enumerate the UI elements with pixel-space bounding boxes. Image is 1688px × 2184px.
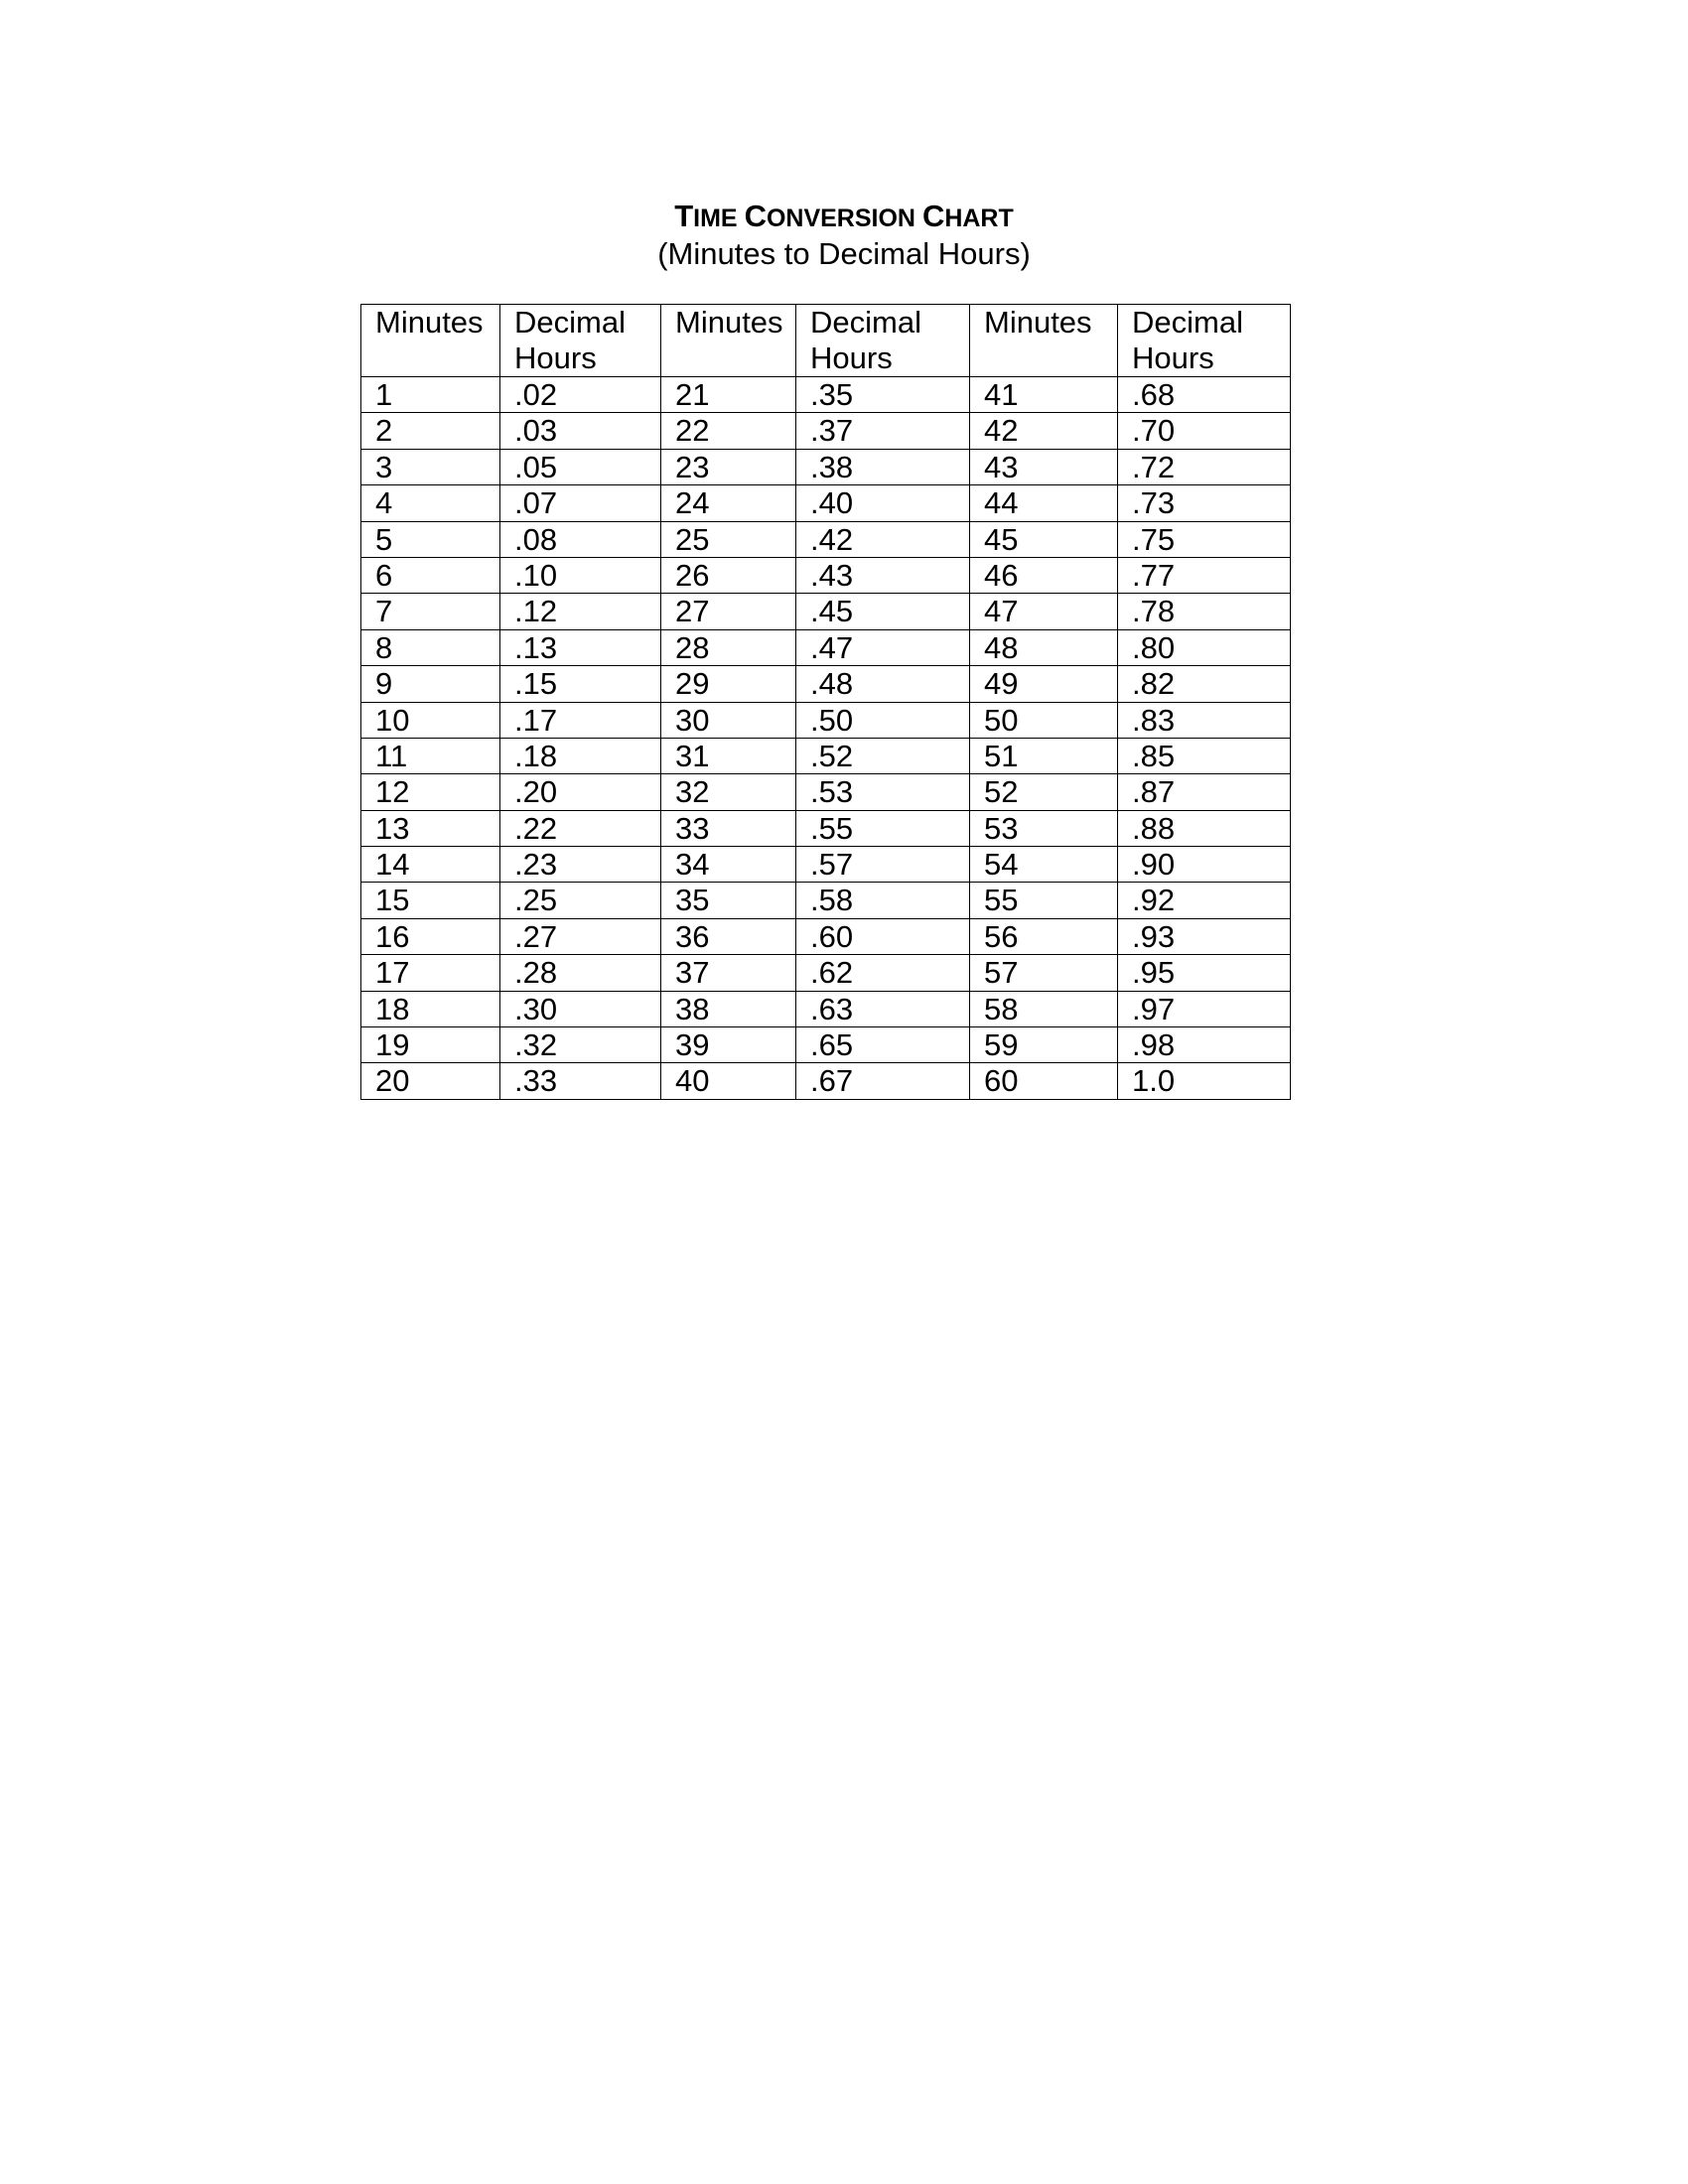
decimal-hours-cell: .57 xyxy=(796,847,970,883)
column-header xyxy=(361,305,500,377)
decimal-hours-cell: .93 xyxy=(1118,918,1291,954)
decimal-hours-cell: .25 xyxy=(500,883,661,918)
minutes-cell: 47 xyxy=(970,594,1118,629)
minutes-cell: 49 xyxy=(970,666,1118,702)
minutes-cell: 4 xyxy=(361,485,500,521)
minutes-cell: 15 xyxy=(361,883,500,918)
decimal-hours-cell: .52 xyxy=(796,738,970,773)
minutes-cell: 19 xyxy=(361,1027,500,1063)
column-header-line: Minutes xyxy=(375,305,484,340)
minutes-cell: 16 xyxy=(361,918,500,954)
column-header-line: Hours xyxy=(810,341,893,375)
decimal-hours-cell: .95 xyxy=(1118,955,1291,991)
minutes-cell: 44 xyxy=(970,485,1118,521)
column-header xyxy=(661,305,796,377)
title-initial: C xyxy=(744,199,767,233)
decimal-hours-cell: .65 xyxy=(796,1027,970,1063)
decimal-hours-cell: .03 xyxy=(500,413,661,449)
column-header xyxy=(1118,305,1291,377)
decimal-hours-cell: .20 xyxy=(500,774,661,810)
table-row xyxy=(361,847,1291,883)
table-row xyxy=(361,1063,1291,1099)
decimal-hours-cell: .77 xyxy=(1118,557,1291,593)
page-subtitle: (Minutes to Decimal Hours) xyxy=(657,236,1031,271)
minutes-cell: 43 xyxy=(970,449,1118,484)
decimal-hours-cell: .40 xyxy=(796,485,970,521)
table-row xyxy=(361,918,1291,954)
table-row xyxy=(361,666,1291,702)
minutes-cell: 48 xyxy=(970,629,1118,665)
decimal-hours-cell: .45 xyxy=(796,594,970,629)
decimal-hours-cell: .87 xyxy=(1118,774,1291,810)
decimal-hours-cell: .32 xyxy=(500,1027,661,1063)
decimal-hours-cell: .10 xyxy=(500,557,661,593)
minutes-cell: 36 xyxy=(661,918,796,954)
minutes-cell: 29 xyxy=(661,666,796,702)
decimal-hours-cell: .50 xyxy=(796,702,970,738)
table-row xyxy=(361,1027,1291,1063)
decimal-hours-cell: .48 xyxy=(796,666,970,702)
decimal-hours-cell: 1.0 xyxy=(1118,1063,1291,1099)
decimal-hours-cell: .07 xyxy=(500,485,661,521)
title-rest: HART xyxy=(944,205,1014,232)
decimal-hours-cell: .55 xyxy=(796,810,970,846)
minutes-cell: 27 xyxy=(661,594,796,629)
minutes-cell: 30 xyxy=(661,702,796,738)
decimal-hours-cell: .97 xyxy=(1118,991,1291,1026)
decimal-hours-cell: .35 xyxy=(796,377,970,413)
minutes-cell: 5 xyxy=(361,521,500,557)
minutes-cell: 21 xyxy=(661,377,796,413)
decimal-hours-cell: .17 xyxy=(500,702,661,738)
decimal-hours-cell: .90 xyxy=(1118,847,1291,883)
minutes-cell: 39 xyxy=(661,1027,796,1063)
minutes-cell: 55 xyxy=(970,883,1118,918)
column-header-line: Hours xyxy=(1132,341,1214,375)
minutes-cell: 59 xyxy=(970,1027,1118,1063)
decimal-hours-cell: .75 xyxy=(1118,521,1291,557)
column-header xyxy=(970,305,1118,377)
minutes-cell: 13 xyxy=(361,810,500,846)
table-row xyxy=(361,738,1291,773)
table-row xyxy=(361,377,1291,413)
minutes-cell: 9 xyxy=(361,666,500,702)
minutes-cell: 38 xyxy=(661,991,796,1026)
minutes-cell: 18 xyxy=(361,991,500,1026)
table-row xyxy=(361,702,1291,738)
minutes-cell: 6 xyxy=(361,557,500,593)
decimal-hours-cell: .85 xyxy=(1118,738,1291,773)
column-header-line: Hours xyxy=(514,341,597,375)
minutes-cell: 28 xyxy=(661,629,796,665)
minutes-cell: 7 xyxy=(361,594,500,629)
decimal-hours-cell: .98 xyxy=(1118,1027,1291,1063)
minutes-cell: 11 xyxy=(361,738,500,773)
table-row xyxy=(361,485,1291,521)
table-row xyxy=(361,413,1291,449)
decimal-hours-cell: .12 xyxy=(500,594,661,629)
minutes-cell: 56 xyxy=(970,918,1118,954)
title-initial: C xyxy=(921,199,945,233)
minutes-cell: 3 xyxy=(361,449,500,484)
minutes-cell: 25 xyxy=(661,521,796,557)
minutes-cell: 37 xyxy=(661,955,796,991)
title-rest: ONVERSION xyxy=(766,205,922,232)
minutes-cell: 26 xyxy=(661,557,796,593)
decimal-hours-cell: .33 xyxy=(500,1063,661,1099)
minutes-cell: 12 xyxy=(361,774,500,810)
table-row xyxy=(361,629,1291,665)
table-row xyxy=(361,449,1291,484)
minutes-cell: 60 xyxy=(970,1063,1118,1099)
conversion-table xyxy=(360,304,1291,1100)
minutes-cell: 42 xyxy=(970,413,1118,449)
table-row xyxy=(361,810,1291,846)
table-row xyxy=(361,557,1291,593)
decimal-hours-cell: .53 xyxy=(796,774,970,810)
decimal-hours-cell: .67 xyxy=(796,1063,970,1099)
minutes-cell: 8 xyxy=(361,629,500,665)
decimal-hours-cell: .08 xyxy=(500,521,661,557)
minutes-cell: 41 xyxy=(970,377,1118,413)
decimal-hours-cell: .82 xyxy=(1118,666,1291,702)
decimal-hours-cell: .13 xyxy=(500,629,661,665)
decimal-hours-cell: .70 xyxy=(1118,413,1291,449)
minutes-cell: 50 xyxy=(970,702,1118,738)
table-row xyxy=(361,883,1291,918)
column-header-line: Decimal xyxy=(514,305,626,340)
minutes-cell: 10 xyxy=(361,702,500,738)
minutes-cell: 34 xyxy=(661,847,796,883)
decimal-hours-cell: .02 xyxy=(500,377,661,413)
minutes-cell: 24 xyxy=(661,485,796,521)
table-row xyxy=(361,991,1291,1026)
decimal-hours-cell: .62 xyxy=(796,955,970,991)
minutes-cell: 45 xyxy=(970,521,1118,557)
title-rest: IME xyxy=(693,205,745,232)
minutes-cell: 46 xyxy=(970,557,1118,593)
decimal-hours-cell: .80 xyxy=(1118,629,1291,665)
table-row xyxy=(361,594,1291,629)
column-header-line: Minutes xyxy=(984,305,1092,340)
decimal-hours-cell: .38 xyxy=(796,449,970,484)
decimal-hours-cell: .72 xyxy=(1118,449,1291,484)
minutes-cell: 2 xyxy=(361,413,500,449)
decimal-hours-cell: .43 xyxy=(796,557,970,593)
column-header-line: Minutes xyxy=(675,305,783,340)
minutes-cell: 57 xyxy=(970,955,1118,991)
decimal-hours-cell: .58 xyxy=(796,883,970,918)
minutes-cell: 20 xyxy=(361,1063,500,1099)
minutes-cell: 33 xyxy=(661,810,796,846)
table-body xyxy=(361,377,1291,1100)
decimal-hours-cell: .68 xyxy=(1118,377,1291,413)
minutes-cell: 53 xyxy=(970,810,1118,846)
decimal-hours-cell: .05 xyxy=(500,449,661,484)
decimal-hours-cell: .73 xyxy=(1118,485,1291,521)
minutes-cell: 52 xyxy=(970,774,1118,810)
decimal-hours-cell: .22 xyxy=(500,810,661,846)
decimal-hours-cell: .63 xyxy=(796,991,970,1026)
decimal-hours-cell: .15 xyxy=(500,666,661,702)
decimal-hours-cell: .37 xyxy=(796,413,970,449)
column-header-line: Decimal xyxy=(810,305,921,340)
minutes-cell: 58 xyxy=(970,991,1118,1026)
minutes-cell: 31 xyxy=(661,738,796,773)
minutes-cell: 22 xyxy=(661,413,796,449)
decimal-hours-cell: .42 xyxy=(796,521,970,557)
header-row xyxy=(361,305,1291,377)
minutes-cell: 51 xyxy=(970,738,1118,773)
minutes-cell: 14 xyxy=(361,847,500,883)
table-row xyxy=(361,955,1291,991)
column-header xyxy=(500,305,661,377)
minutes-cell: 32 xyxy=(661,774,796,810)
minutes-cell: 54 xyxy=(970,847,1118,883)
minutes-cell: 23 xyxy=(661,449,796,484)
decimal-hours-cell: .88 xyxy=(1118,810,1291,846)
decimal-hours-cell: .30 xyxy=(500,991,661,1026)
minutes-cell: 17 xyxy=(361,955,500,991)
decimal-hours-cell: .27 xyxy=(500,918,661,954)
decimal-hours-cell: .47 xyxy=(796,629,970,665)
title-initial: T xyxy=(674,199,694,233)
column-header xyxy=(796,305,970,377)
minutes-cell: 1 xyxy=(361,377,500,413)
decimal-hours-cell: .92 xyxy=(1118,883,1291,918)
page-title xyxy=(0,197,1688,238)
decimal-hours-cell: .83 xyxy=(1118,702,1291,738)
table-row xyxy=(361,521,1291,557)
decimal-hours-cell: .18 xyxy=(500,738,661,773)
table-row xyxy=(361,774,1291,810)
decimal-hours-cell: .78 xyxy=(1118,594,1291,629)
minutes-cell: 35 xyxy=(661,883,796,918)
column-header-line: Decimal xyxy=(1132,305,1243,340)
decimal-hours-cell: .28 xyxy=(500,955,661,991)
decimal-hours-cell: .23 xyxy=(500,847,661,883)
decimal-hours-cell: .60 xyxy=(796,918,970,954)
minutes-cell: 40 xyxy=(661,1063,796,1099)
